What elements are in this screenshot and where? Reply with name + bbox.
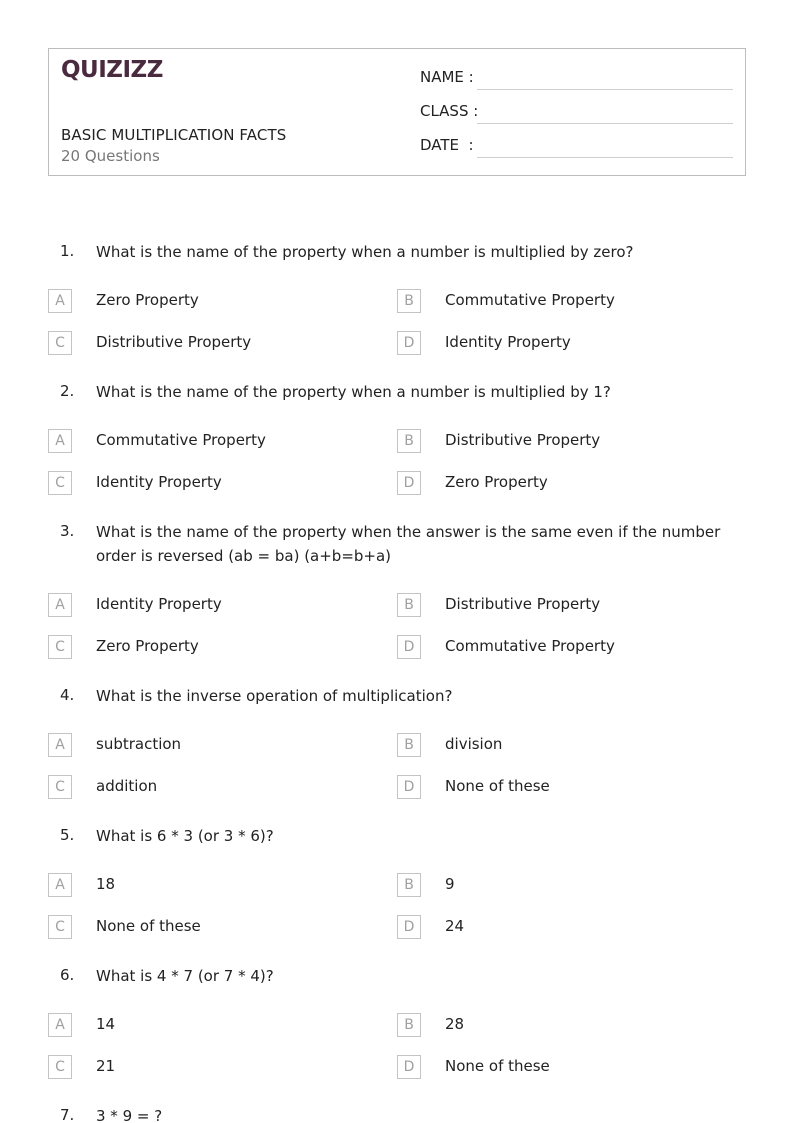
question-text: What is 4 * 7 (or 7 * 4)? [96,967,274,985]
option-box-c[interactable]: C [48,331,72,355]
option-box-a[interactable]: A [48,733,72,757]
option-box-d[interactable]: D [397,635,421,659]
option-a-text: Commutative Property [96,431,266,449]
option-a-text: Identity Property [96,595,222,613]
option-c-text: addition [96,777,158,795]
question-number: 2. [60,382,75,400]
question-text: What is the name of the property when a number is multiplied by 1? [96,383,611,401]
option-c-text: Identity Property [96,473,222,491]
class-line[interactable] [477,123,733,124]
option-box-b[interactable]: B [397,429,421,453]
option-d-text: Commutative Property [445,637,615,655]
option-box-c[interactable]: C [48,635,72,659]
name-label: NAME : [420,68,474,86]
date-label: DATE : [420,136,474,154]
option-box-b[interactable]: B [397,733,421,757]
option-d-text: Zero Property [445,473,548,491]
option-box-d[interactable]: D [397,775,421,799]
option-box-b[interactable]: B [397,1013,421,1037]
option-b-text: Distributive Property [445,431,601,449]
question-text: What is the name of the property when a number is multiplied by zero? [96,243,634,261]
option-box-c[interactable]: C [48,775,72,799]
worksheet-title: BASIC MULTIPLICATION FACTS [61,126,287,144]
question-number: 4. [60,686,75,704]
question-number: 6. [60,966,75,984]
option-box-d[interactable]: D [397,471,421,495]
option-b-text: 9 [445,875,455,893]
option-d-text: None of these [445,1057,550,1075]
option-box-c[interactable]: C [48,915,72,939]
question-text: What is the inverse operation of multiplication? [96,687,453,705]
option-box-d[interactable]: D [397,915,421,939]
option-box-a[interactable]: A [48,289,72,313]
option-box-c[interactable]: C [48,1055,72,1079]
question-number: 3. [60,522,75,540]
option-box-a[interactable]: A [48,429,72,453]
worksheet-header [48,48,746,176]
option-box-d[interactable]: D [397,331,421,355]
option-c-text: Distributive Property [96,333,252,351]
class-label: CLASS : [420,102,479,120]
question-number: 7. [60,1106,75,1123]
option-a-text: 18 [96,875,116,893]
question-text: What is 6 * 3 (or 3 * 6)? [96,827,274,845]
option-a-text: 14 [96,1015,116,1033]
option-box-c[interactable]: C [48,471,72,495]
option-d-text: 24 [445,917,465,935]
question-number: 5. [60,826,75,844]
question-text: 3 * 9 = ? [96,1107,163,1123]
option-box-b[interactable]: B [397,873,421,897]
option-d-text: None of these [445,777,550,795]
question-text: What is the name of the property when the answer is the same even if the number order is reversed (ab = ba) (a+b=b+a) [96,523,721,565]
option-c-text: None of these [96,917,201,935]
option-c-text: Zero Property [96,637,199,655]
quizizz-logo: QUIZIZZ [61,57,163,83]
option-d-text: Identity Property [445,333,571,351]
option-box-b[interactable]: B [397,289,421,313]
date-line[interactable] [477,157,733,158]
option-box-a[interactable]: A [48,873,72,897]
name-line[interactable] [477,89,733,90]
option-b-text: division [445,735,503,753]
question-count: 20 Questions [61,147,160,165]
question-number: 1. [60,242,75,260]
option-b-text: 28 [445,1015,465,1033]
option-b-text: Distributive Property [445,595,601,613]
option-c-text: 21 [96,1057,116,1075]
option-box-d[interactable]: D [397,1055,421,1079]
option-a-text: subtraction [96,735,182,753]
option-a-text: Zero Property [96,291,199,309]
option-box-a[interactable]: A [48,1013,72,1037]
option-b-text: Commutative Property [445,291,615,309]
option-box-b[interactable]: B [397,593,421,617]
option-box-a[interactable]: A [48,593,72,617]
